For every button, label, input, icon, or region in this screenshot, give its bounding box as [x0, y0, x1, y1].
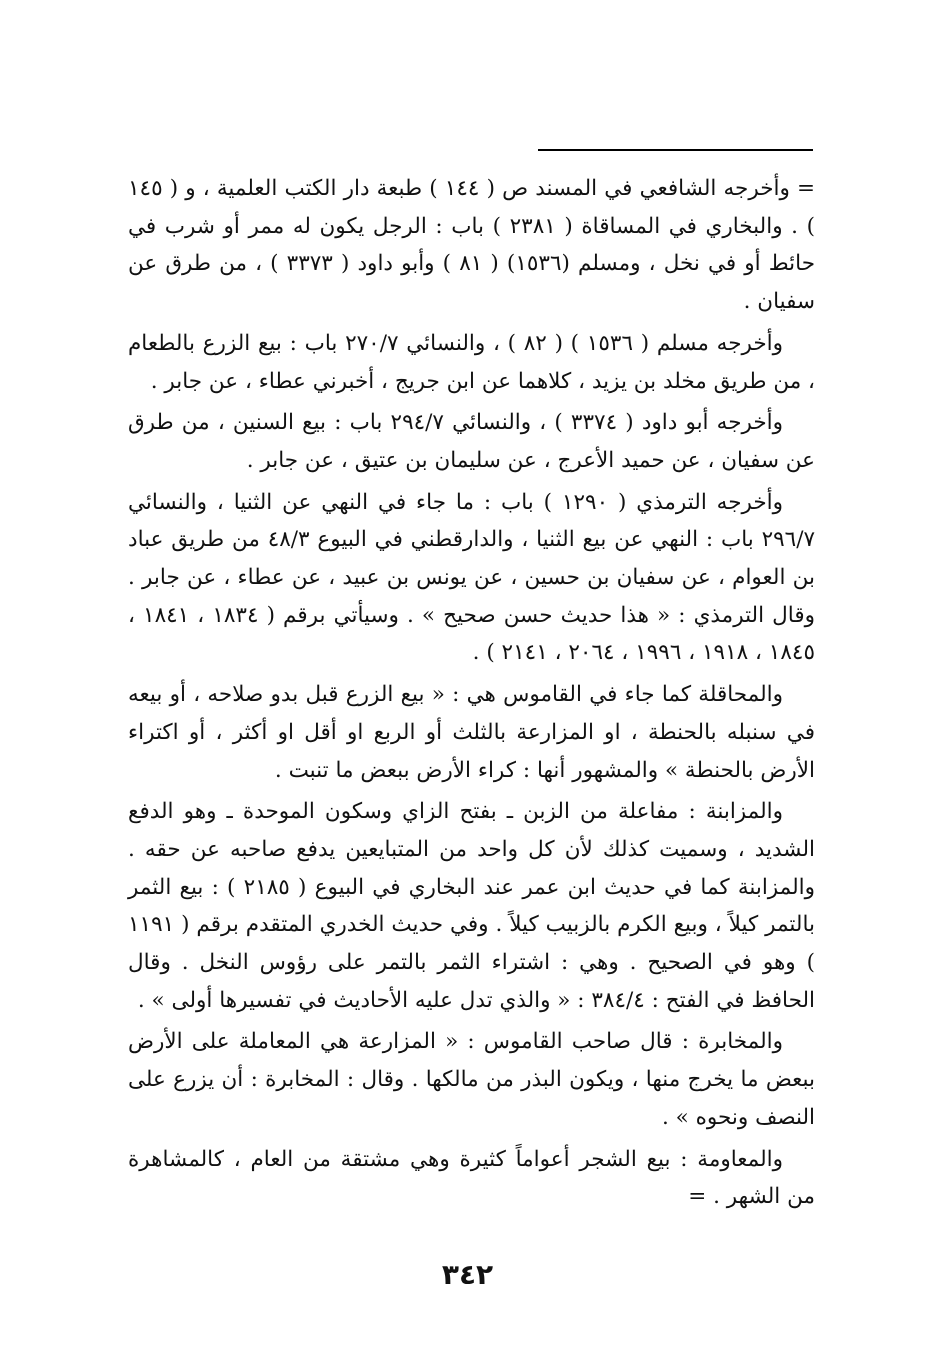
footnote-paragraph: وأخرجه الترمذي ( ١٢٩٠ ) باب : ما جاء في النهي عن الثنيا ، والنسائي ٢٩٦/٧ باب : النهي عن بيع الثنيا ، والدارقطني في البيوع ٤٨/٣ من طريق عباد بن العوام ، عن سفيان بن حسين ، عن يونس بن عبيد ، عن عطاء ، عن جابر . وقال الترمذي : « هذا حديث حسن صحيح » . وسيأتي برقم ( ١٨٣٤ ، ١٨٤١ ، ١٨٤٥ ، ١٩١٨ ، ١٩٩٦ ، ٢٠٦٤ ، ٢١٤١ ) .: [128, 489, 815, 666]
footnote-paragraph: والمحاقلة كما جاء في القاموس هي : « بيع الزرع قبل بدو صلاحه ، أو بيعه في سنبله بالحنطة ، او المزارعة بالثلث أو الربع او أقل او أكثر ، أو اكتراء الأرض بالحنطة » والمشهور أنها : كراء الأرض ببعض ما تنبت .: [128, 682, 815, 783]
footnote-paragraph: وأخرجه مسلم ( ١٥٣٦ ) ( ٨٢ ) ، والنسائي ٢٧٠/٧ باب : بيع الزرع بالطعام ، من طريق مخلد بن يزيد ، كلاهما عن ابن جريج ، أخبرني عطاء ، عن جابر .: [128, 330, 815, 394]
footnote-separator-rule: [538, 149, 813, 151]
footnote-paragraph: وأخرجه أبو داود ( ٣٣٧٤ ) ، والنسائي ٢٩٤/٧ باب : بيع السنين ، من طرق عن سفيان ، عن حميد الأعرج ، عن سليمان بن عتيق ، عن جابر .: [128, 410, 815, 473]
footnote-paragraph: والمعاومة : بيع الشجر أعواماً كثيرة وهي مشتقة من العام ، كالمشاهرة من الشهر . =: [128, 1146, 815, 1210]
page-number: ٣٤٢: [441, 1258, 494, 1291]
footnote-text-block: [128, 170, 815, 1220]
footnote-paragraph: = وأخرجه الشافعي في المسند ص ( ١٤٤ ) طبعة دار الكتب العلمية ، و ( ١٤٥ ) . والبخاري في المساقاة ( ٢٣٨١ ) باب : الرجل يكون له ممر أو شرب في حائط أو في نخل ، ومسلم (١٥٣٦) ( ٨١ ) وأبو داود ( ٣٣٧٣ ) ، من طرق عن سفيان .: [128, 176, 815, 315]
footnote-paragraph: والمزابنة : مفاعلة من الزبن ـ بفتح الزاي وسكون الموحدة ـ وهو الدفع الشديد ، وسميت كذلك لأن كل واحد من المتبايعين يدفع صاحبه عن حقه . والمزابنة كما في حديث ابن عمر عند البخاري في البيوع ( ٢١٨٥ ) : بيع الثمر بالتمر كيلاً ، وبيع الكرم بالزبيب كيلاً . وفي حديث الخدري المتقدم برقم ( ١١٩١ ) وهو في الصحيح . وهي : اشتراء الثمر بالتمر على رؤوس النخل . وقال الحافظ في الفتح : ٣٨٤/٤ : « والذي تدل عليه الأحاديث في تفسيرها أولى » .: [128, 799, 816, 1013]
footnote-paragraph: والمخابرة : قال صاحب القاموس : « المزارعة هي المعاملة على الأرض ببعض ما يخرج منها ، ويكون البذر من مالكها . وقال : المخابرة : أن يزرع على النصف ونحوه » .: [128, 1029, 815, 1130]
